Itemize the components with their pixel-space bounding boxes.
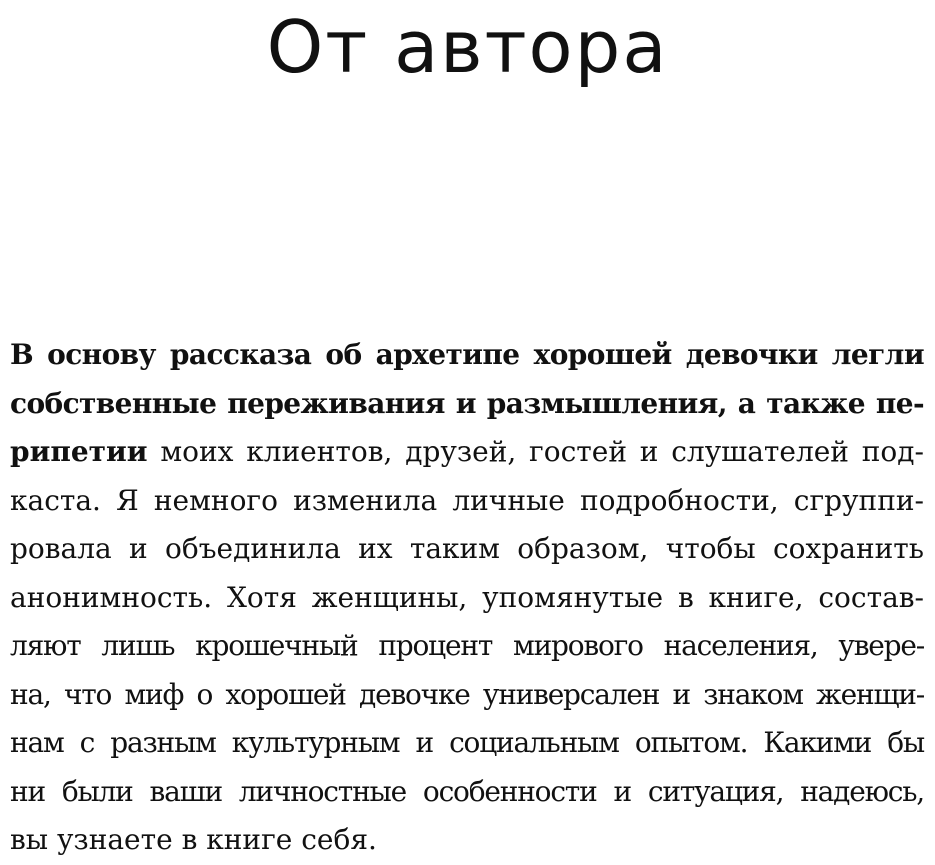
text-line <box>10 719 924 768</box>
regular-text: вы узнаете в книге себя. <box>10 823 377 856</box>
regular-text: на, что миф о хорошей девочке универсален и знаком женщи- <box>10 677 924 711</box>
regular-text: ляют лишь крошечный процент мирового населения, увере- <box>10 629 924 662</box>
text-line <box>10 622 924 671</box>
bold-text: рипетии <box>10 435 148 468</box>
text-line <box>10 816 924 865</box>
text-line <box>10 428 924 477</box>
text-line <box>10 525 924 574</box>
regular-text: нам с разным культурным и социальным опытом. Какими бы <box>10 726 924 759</box>
text-line <box>10 574 924 623</box>
regular-text: ровала и объединила их таким образом, чтобы сохранить <box>10 532 924 565</box>
text-line <box>10 671 924 720</box>
bold-text: В основу рассказа об архетипе хорошей девочки легли <box>10 338 924 371</box>
author-note-paragraph <box>10 331 924 865</box>
text-line <box>10 477 924 526</box>
regular-text: анонимность. Хотя женщины, упомянутые в книге, состав- <box>10 580 924 614</box>
regular-text: каста. Я немного изменила личные подробности, сгруппи- <box>10 483 924 517</box>
text-line <box>10 331 924 380</box>
regular-text: моих клиентов, друзей, гостей и слушателей под- <box>147 435 924 468</box>
regular-text: ни были ваши личностные особенности и ситуация, надеюсь, <box>10 774 924 808</box>
text-line <box>10 768 924 817</box>
bold-text: собственные переживания и размышления, а также пе- <box>10 386 924 420</box>
text-line <box>10 380 924 429</box>
chapter-title: От автора <box>266 5 669 89</box>
